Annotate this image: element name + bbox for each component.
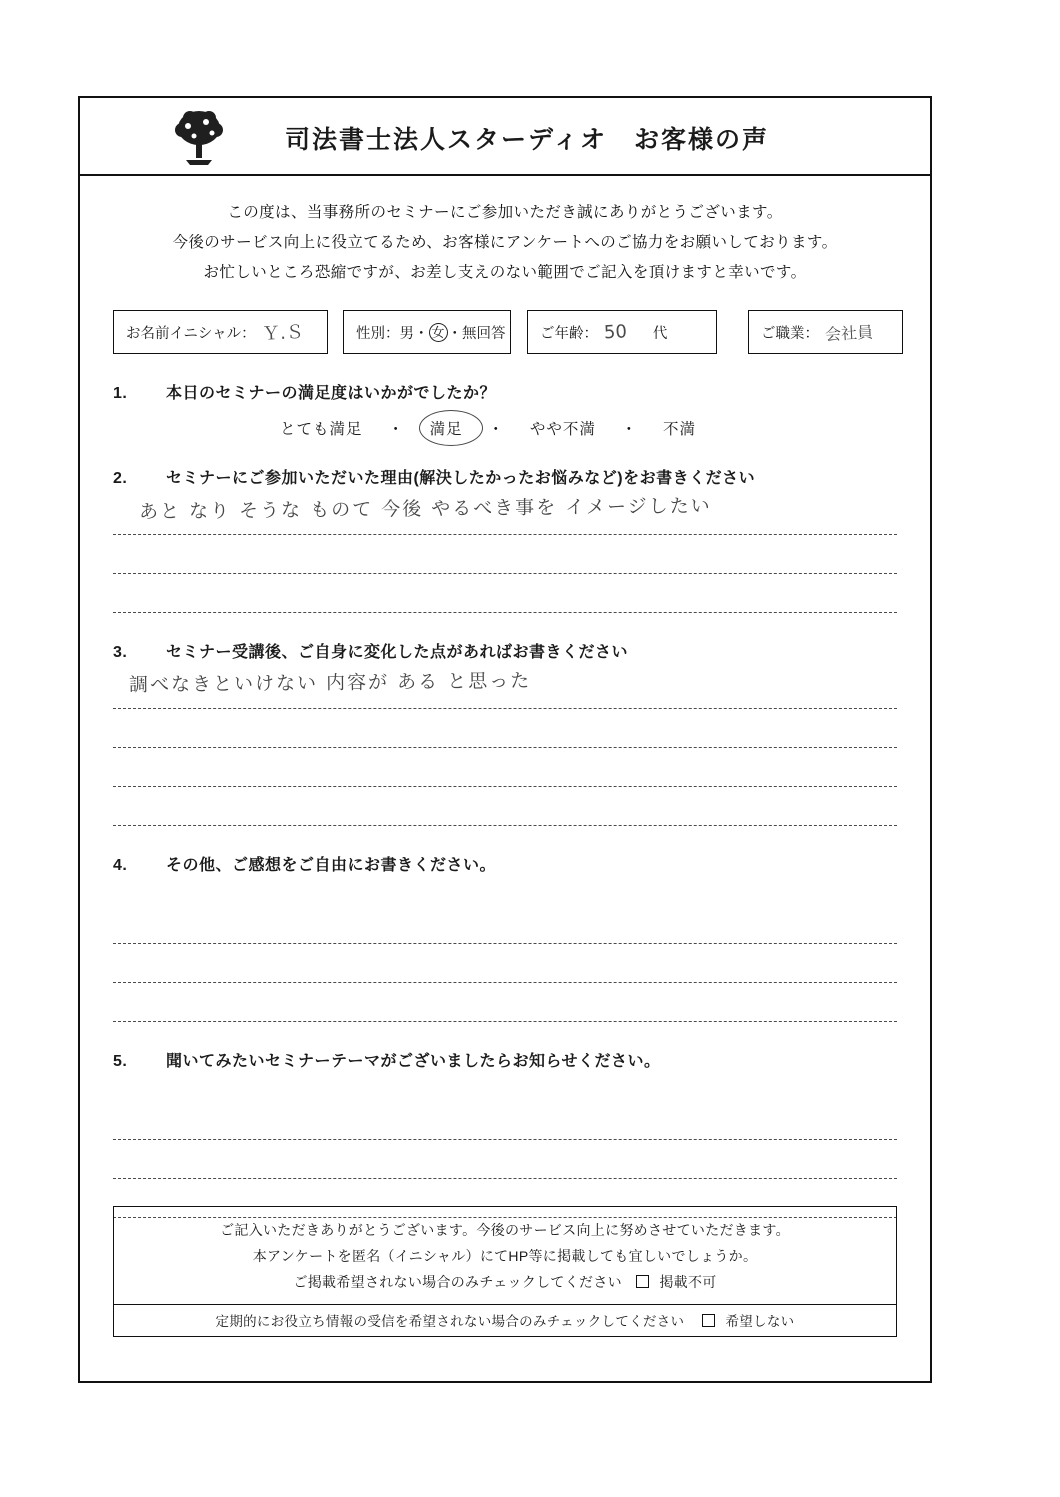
rule-line xyxy=(113,535,897,574)
occupation-label: ご職業： xyxy=(761,325,819,342)
rule-line xyxy=(113,574,897,613)
footer-consent-text: 本アンケートを匿名（イニシャル）にてHP等に掲載しても宜しいでしょうか。 xyxy=(252,1248,758,1264)
newsletter-optout-checkbox[interactable] xyxy=(702,1314,715,1327)
sex-option-noanswer[interactable]: 無回答 xyxy=(462,325,506,342)
question-4 xyxy=(80,852,930,875)
footer-section xyxy=(113,1206,897,1337)
question-4-answer-area[interactable] xyxy=(113,905,897,1022)
age-unit-label: 代 xyxy=(652,325,668,342)
consent-box xyxy=(113,1206,897,1305)
question-2-answer-area[interactable] xyxy=(113,496,897,613)
question-3-answer-text: 調べなきといけない 内容が ある と思った xyxy=(128,669,532,697)
question-1-number: 1. xyxy=(113,385,128,402)
intro-line-2: 今後のサービス向上に役立てるため、お客様にアンケートへのご協力をお願いしております。 xyxy=(172,234,838,251)
newsletter-optout-row xyxy=(113,1305,897,1337)
sex-separator-2: ・ xyxy=(447,325,463,342)
occupation-field[interactable] xyxy=(748,310,903,354)
question-3-answer-area[interactable] xyxy=(113,670,897,826)
choice-satisfied[interactable]: 満足 xyxy=(429,421,463,438)
sex-option-male[interactable]: 男 xyxy=(399,325,414,342)
publish-optout-label: ご掲載希望されない場合のみチェックしてください xyxy=(293,1274,622,1290)
sex-option-female-selected[interactable]: 女 xyxy=(429,323,448,342)
sex-label: 性別： xyxy=(356,325,400,342)
sex-field[interactable] xyxy=(343,310,511,354)
question-3 xyxy=(80,639,930,662)
choice-somewhat-dissatisfied[interactable]: やや不満 xyxy=(529,421,596,438)
occupation-value: 会社員 xyxy=(824,322,874,344)
page-title: 司法書士法人スターディオ お客様の声 xyxy=(285,125,770,154)
question-2-number: 2. xyxy=(113,470,128,487)
footer-thanks-text: ご記入いただきありがとうございます。今後のサービス向上に努めさせていただきます。 xyxy=(220,1222,790,1238)
question-5 xyxy=(80,1048,930,1071)
question-2-answer-text: あと なり そうな ものて 今後 やるべき事を イメージしたい xyxy=(138,495,712,523)
document-header xyxy=(80,98,930,176)
rule-line xyxy=(113,787,897,826)
name-initial-label: お名前イニシャル： xyxy=(126,325,256,342)
choice-dissatisfied[interactable]: 不満 xyxy=(662,421,696,438)
rule-line xyxy=(113,748,897,787)
question-4-number: 4. xyxy=(113,857,128,874)
question-5-text: 聞いてみたいセミナーテーマがございましたらお知らせください。 xyxy=(165,1053,661,1070)
question-3-text: セミナー受講後、ご自身に変化した点があればお書きください xyxy=(165,644,628,661)
choice-separator-2: ・ xyxy=(487,421,505,438)
rule-line xyxy=(113,709,897,748)
question-1-text: 本日のセミナーの満足度はいかがでしたか？ xyxy=(165,385,496,402)
question-2-text: セミナーにご参加いただいた理由(解決したかったお悩みなど)をお書きください xyxy=(165,470,756,487)
rule-line xyxy=(113,905,897,944)
tree-logo-icon xyxy=(168,106,230,168)
rule-line xyxy=(113,1140,897,1179)
choice-separator-1: ・ xyxy=(387,421,405,438)
choice-separator-3: ・ xyxy=(621,421,638,438)
question-5-number: 5. xyxy=(113,1053,128,1070)
rule-line xyxy=(113,944,897,983)
selection-circle-icon xyxy=(419,410,483,446)
question-2 xyxy=(80,465,930,488)
satisfaction-choices xyxy=(80,417,930,439)
intro-line-3: お忙しいところ恐縮ですが、お差し支えのない範囲でご記入を頂けますと幸いです。 xyxy=(203,264,807,281)
name-initial-field[interactable] xyxy=(113,310,328,354)
rule-line xyxy=(113,983,897,1022)
age-field[interactable] xyxy=(527,310,717,354)
respondent-info-row xyxy=(80,310,930,354)
newsletter-optout-label: 定期的にお役立ち情報の受信を希望されない場合のみチェックしてください xyxy=(215,1314,685,1329)
question-3-number: 3. xyxy=(113,644,128,661)
intro-line-1: この度は、当事務所のセミナーにご参加いただき誠にありがとうございます。 xyxy=(227,204,783,221)
survey-sheet xyxy=(78,96,932,1383)
age-label: ご年齢： xyxy=(540,325,598,342)
intro-paragraph xyxy=(80,198,930,288)
name-initial-value: Ｙ.Ｓ xyxy=(261,321,304,345)
rule-line xyxy=(113,1101,897,1140)
publish-optout-value: 掲載不可 xyxy=(659,1274,717,1290)
age-value: 50 xyxy=(603,320,628,343)
publish-optout-checkbox[interactable] xyxy=(636,1275,649,1288)
question-5-answer-area[interactable] xyxy=(113,1101,897,1218)
sex-separator-1: ・ xyxy=(414,325,429,342)
question-4-text: その他、ご感想をご自由にお書きください。 xyxy=(165,857,496,874)
choice-satisfied-wrap[interactable] xyxy=(430,417,463,439)
question-1 xyxy=(80,380,930,403)
choice-very-satisfied[interactable]: とても満足 xyxy=(280,421,363,438)
newsletter-optout-value: 希望しない xyxy=(725,1314,795,1329)
publish-optout-row xyxy=(114,1269,896,1295)
